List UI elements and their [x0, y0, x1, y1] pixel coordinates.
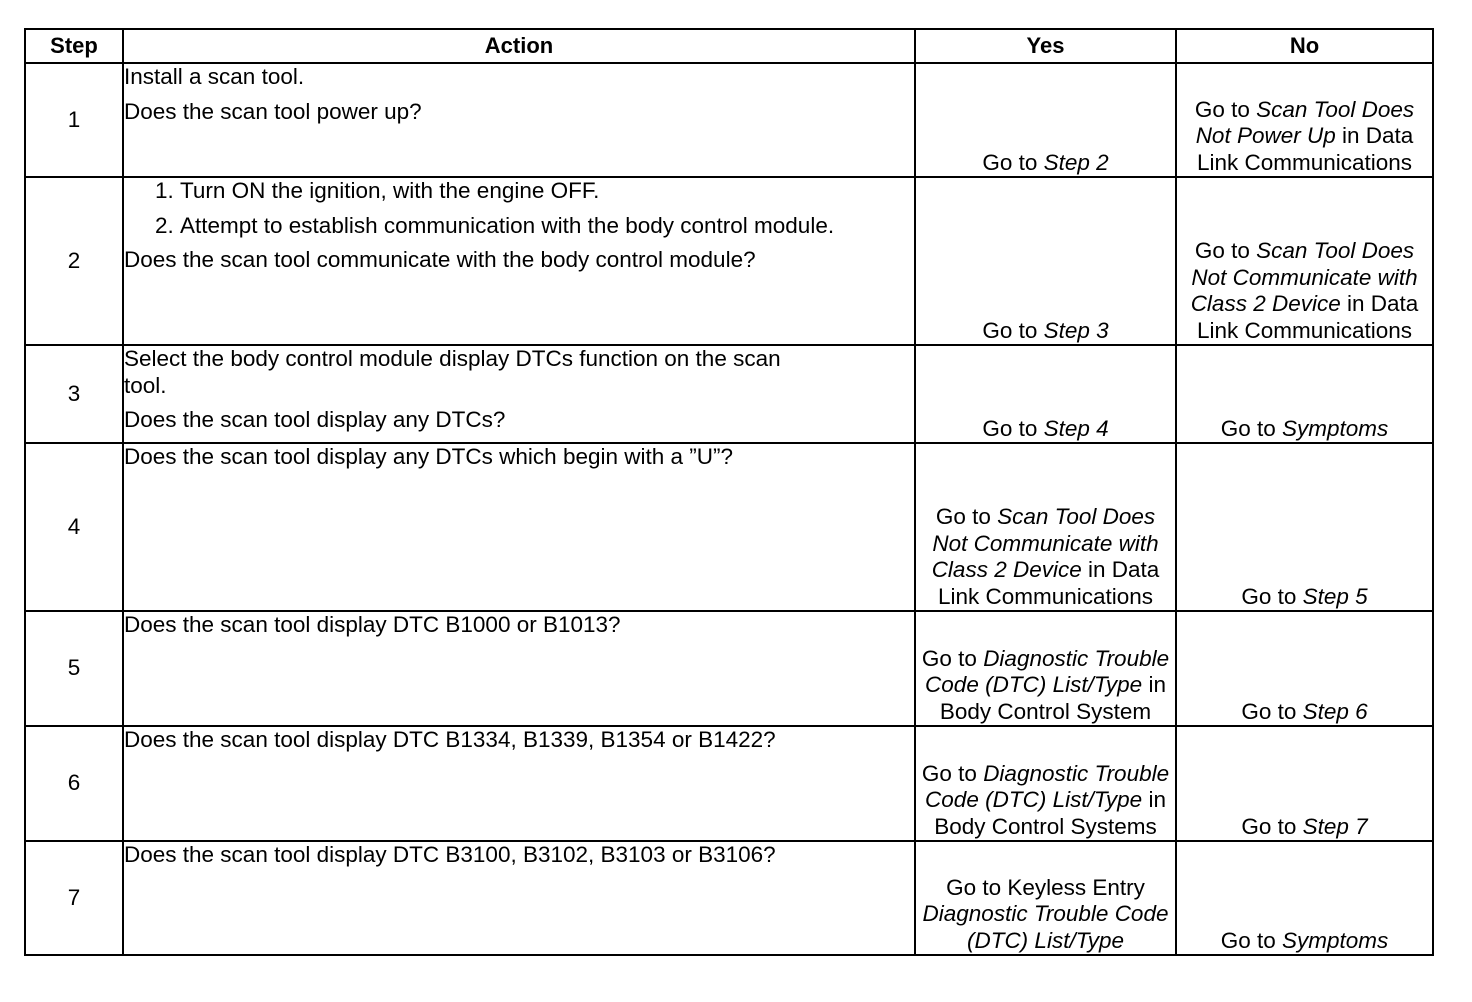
action-cell: [123, 345, 915, 443]
no-link: Symptoms: [1282, 927, 1389, 953]
table-row: [25, 726, 1433, 841]
no-cell: [1176, 177, 1433, 345]
action-cell: [123, 726, 915, 841]
no-link: Step 6: [1302, 698, 1368, 724]
yes-cell: [915, 177, 1176, 345]
no-link: Step 7: [1302, 813, 1368, 839]
yes-cell: [915, 841, 1176, 955]
no-cell: [1176, 726, 1433, 841]
yes-cell: [915, 726, 1176, 841]
yes-link: Diagnostic Trouble Code (DTC) List/Type: [922, 901, 1169, 953]
no-suffix: in Data Link Communications: [1196, 291, 1419, 343]
action-cell: [123, 177, 915, 345]
action-question: Does the scan tool display DTC B1334, B1339, B1354 or B1422?: [124, 727, 776, 752]
action-cell: [123, 611, 915, 726]
header-no: No: [1176, 29, 1433, 63]
action-question: Does the scan tool display DTC B3100, B3102, B3103 or B3106?: [124, 842, 776, 867]
no-prefix: Go to: [1241, 813, 1303, 839]
no-cell: [1176, 841, 1433, 955]
table-row: [25, 611, 1433, 726]
yes-link: Step 4: [1043, 415, 1109, 441]
header-yes: Yes: [915, 29, 1176, 63]
table-row: [25, 841, 1433, 955]
action-question: Does the scan tool power up?: [124, 98, 422, 124]
yes-link: Diagnostic Trouble Code (DTC) List/Type: [925, 645, 1170, 697]
action-list: [124, 178, 900, 239]
no-prefix: Go to: [1241, 698, 1303, 724]
table-row: [25, 345, 1433, 443]
no-cell: [1176, 611, 1433, 726]
action-list-item: 1. Turn ON the ignition, with the engine OFF.: [180, 178, 900, 205]
step-number: 2: [25, 177, 123, 345]
no-link: Scan Tool Does Not Communicate with Class 2 Device: [1190, 238, 1418, 316]
action-question: Does the scan tool communicate with the body control module?: [124, 247, 756, 272]
yes-prefix: Go to: [921, 645, 984, 671]
yes-prefix: Go to: [935, 504, 998, 529]
no-prefix: Go to: [1220, 927, 1282, 953]
yes-link: Step 2: [1043, 149, 1109, 175]
action-text: Install a scan tool.: [124, 64, 305, 89]
no-prefix: Go to: [1220, 415, 1282, 441]
action-cell: [123, 841, 915, 955]
action-cell: [123, 443, 915, 611]
no-cell: [1176, 345, 1433, 443]
no-cell: [1176, 63, 1433, 177]
yes-prefix: Go to: [982, 317, 1044, 343]
no-prefix: Go to: [1194, 96, 1257, 122]
diagnostic-table: [24, 28, 1434, 956]
header-action: Action: [123, 29, 915, 63]
yes-suffix: in Body Control System: [939, 672, 1166, 724]
action-text: Select the body control module display DTCs function on the scan tool.: [124, 346, 781, 398]
yes-suffix: in Data Link Communications: [937, 557, 1160, 609]
no-cell: [1176, 443, 1433, 611]
step-number: 3: [25, 345, 123, 443]
yes-suffix: in Body Control Systems: [934, 787, 1166, 839]
yes-cell: [915, 345, 1176, 443]
no-prefix: Go to: [1241, 583, 1303, 609]
yes-cell: [915, 443, 1176, 611]
yes-link: Step 3: [1043, 317, 1109, 343]
action-question: Does the scan tool display DTC B1000 or B1013?: [124, 612, 621, 637]
action-cell: [123, 63, 915, 177]
yes-cell: [915, 611, 1176, 726]
step-number: 5: [25, 611, 123, 726]
table-row: [25, 177, 1433, 345]
step-number: 7: [25, 841, 123, 955]
step-number: 4: [25, 443, 123, 611]
yes-prefix: Go to: [982, 415, 1044, 441]
step-number: 1: [25, 63, 123, 177]
action-question: Does the scan tool display any DTCs?: [124, 407, 506, 432]
action-question: Does the scan tool display any DTCs which begin with a ”U”?: [124, 444, 734, 469]
header-row: [25, 29, 1433, 63]
yes-cell: [915, 63, 1176, 177]
yes-prefix: Go to: [982, 149, 1044, 175]
no-suffix: in Data Link Communications: [1196, 123, 1414, 175]
table-row: [25, 63, 1433, 177]
no-link: Symptoms: [1282, 415, 1389, 441]
header-step: Step: [25, 29, 123, 63]
no-link: Scan Tool Does Not Power Up: [1195, 96, 1415, 148]
no-prefix: Go to: [1194, 238, 1257, 263]
table-row: [25, 443, 1433, 611]
no-link: Step 5: [1302, 583, 1368, 609]
yes-prefix: Go to: [921, 760, 984, 786]
yes-link: Scan Tool Does Not Communicate with Class 2 Device: [931, 504, 1159, 582]
step-number: 6: [25, 726, 123, 841]
yes-link: Diagnostic Trouble Code (DTC) List/Type: [925, 760, 1170, 812]
yes-prefix: Go to Keyless Entry: [946, 874, 1145, 900]
action-list-item: 2. Attempt to establish communication with the body control module.: [180, 213, 900, 240]
